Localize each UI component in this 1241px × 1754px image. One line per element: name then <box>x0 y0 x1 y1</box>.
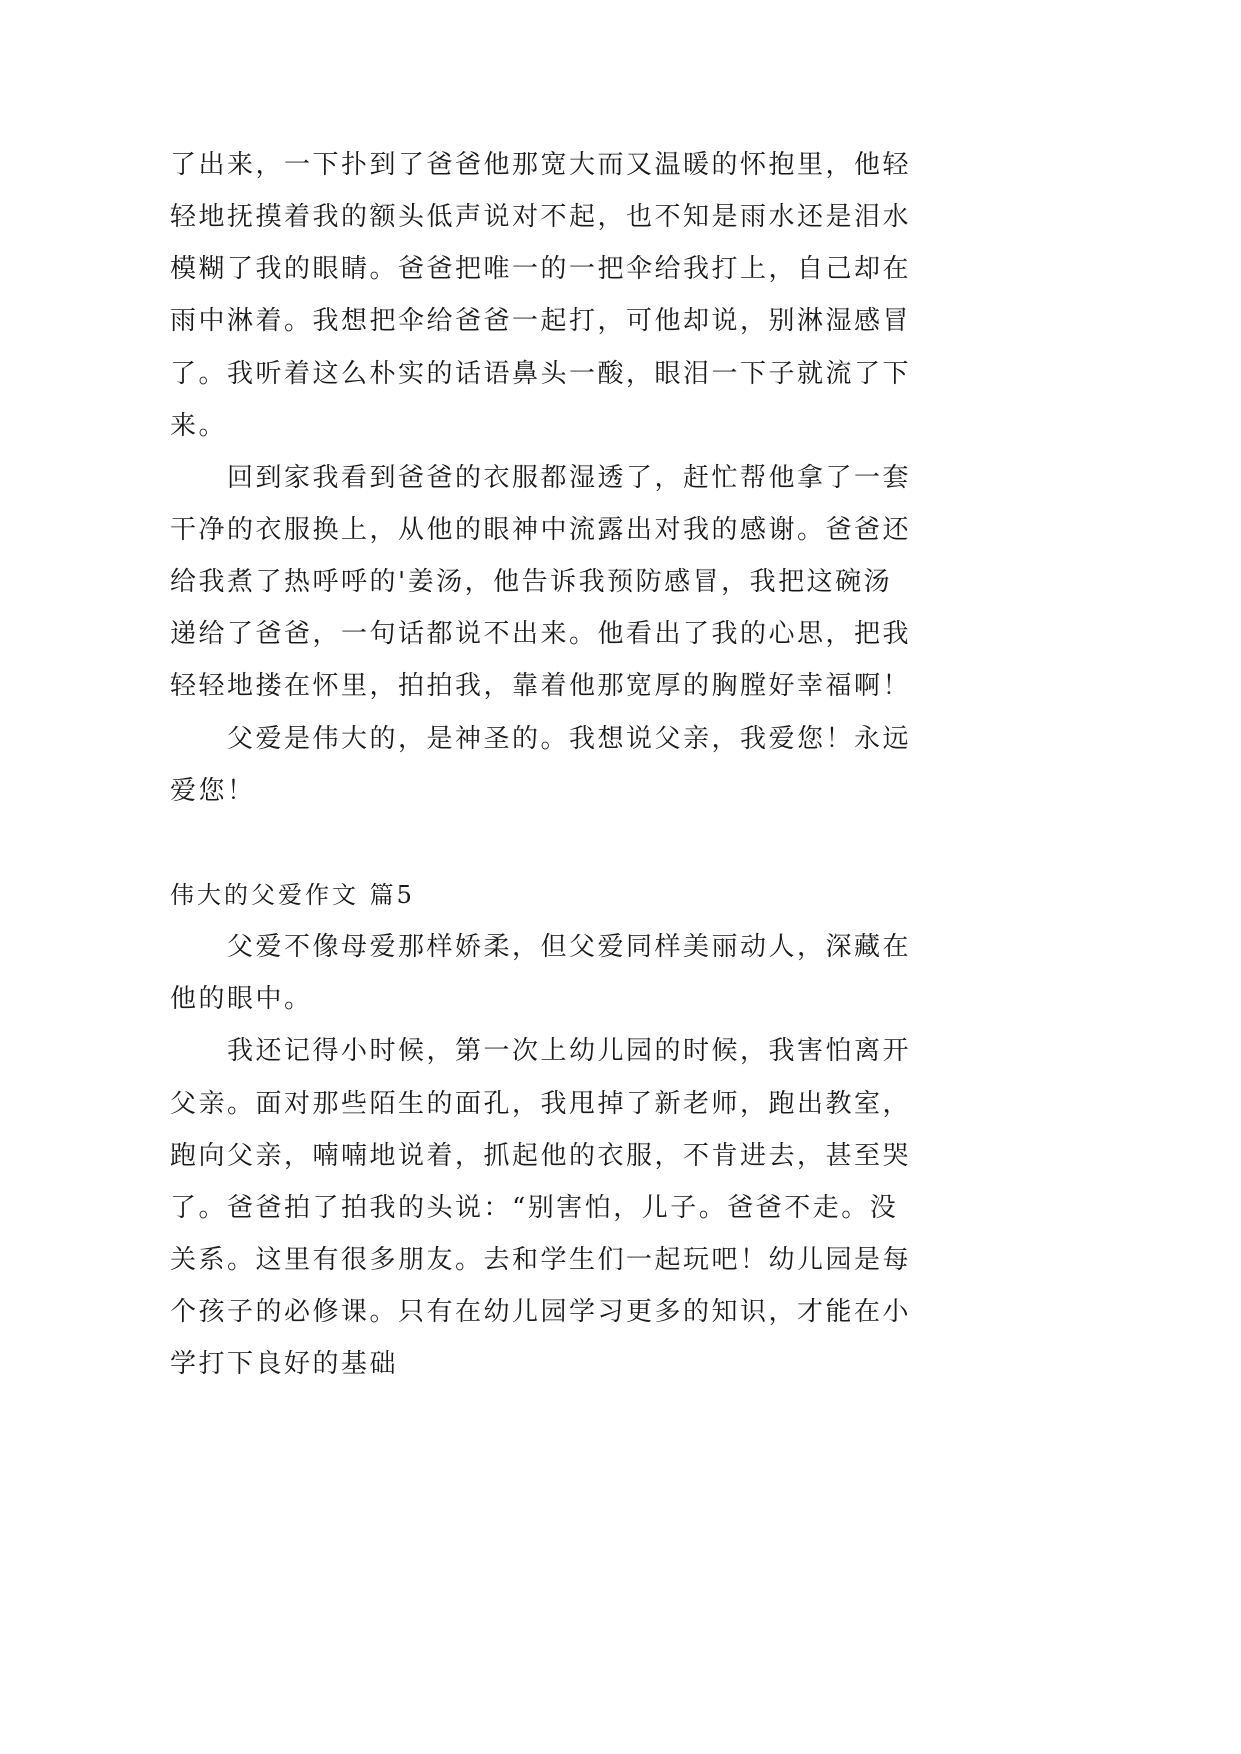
text-line: 爱您！ <box>170 775 256 806</box>
paragraph-intro <box>170 921 970 1025</box>
text-line: 父亲。面对那些陌生的面孔，我甩掉了新老师，跑出教室， <box>170 1088 912 1119</box>
section-heading: 伟大的父爱作文 篇5 <box>170 880 415 909</box>
text-line: 学打下良好的基础 <box>170 1349 399 1380</box>
text-line: 给我煮了热呼呼的'姜汤，他告诉我预防感冒，我把这碗汤 <box>170 567 893 598</box>
text-line: 父爱是伟大的，是神圣的。我想说父亲，我爱您！永远 <box>227 723 912 754</box>
text-line: 轻地抚摸着我的额头低声说对不起，也不知是雨水还是泪水 <box>170 202 912 233</box>
text-line: 个孩子的必修课。只有在幼儿园学习更多的知识，才能在小 <box>170 1297 912 1328</box>
text-line: 关系。这里有很多朋友。去和学生们一起玩吧！幼儿园是每 <box>170 1244 912 1275</box>
text-line: 父爱不像母爱那样娇柔，但父爱同样美丽动人，深藏在 <box>227 932 912 963</box>
text-line: 了。我听着这么朴实的话语鼻头一酸，眼泪一下子就流了下 <box>170 358 912 389</box>
paragraph-home <box>170 452 970 713</box>
text-line: 模糊了我的眼睛。爸爸把唯一的一把伞给我打上，自己却在 <box>170 254 912 285</box>
text-line: 了出来，一下扑到了爸爸他那宽大而又温暖的怀抱里，他轻 <box>170 150 912 180</box>
text-line: 来。 <box>170 410 228 441</box>
text-line: 他的眼中。 <box>170 984 313 1015</box>
text-line: 轻轻地搂在怀里，拍拍我，靠着他那宽厚的胸膛好幸福啊！ <box>170 671 912 702</box>
paragraph-kindergarten <box>170 1025 970 1390</box>
text-line: 干净的衣服换上，从他的眼神中流露出对我的感谢。爸爸还 <box>170 514 912 545</box>
document-body <box>170 139 970 1390</box>
paragraph-continuation <box>170 139 970 452</box>
paragraph-love <box>170 713 970 817</box>
blank-line <box>170 817 970 869</box>
text-line: 回到家我看到爸爸的衣服都湿透了，赶忙帮他拿了一套 <box>227 462 912 493</box>
text-line: 递给了爸爸，一句话都说不出来。他看出了我的心思，把我 <box>170 619 912 650</box>
text-line: 我还记得小时候，第一次上幼儿园的时候，我害怕离开 <box>227 1036 912 1067</box>
text-line: 了。爸爸拍了拍我的头说：“别害怕，儿子。爸爸不走。没 <box>170 1192 899 1223</box>
text-line: 跑向父亲，喃喃地说着，抓起他的衣服，不肯进去，甚至哭 <box>170 1140 912 1171</box>
text-line: 雨中淋着。我想把伞给爸爸一起打，可他却说，别淋湿感冒 <box>170 306 912 337</box>
